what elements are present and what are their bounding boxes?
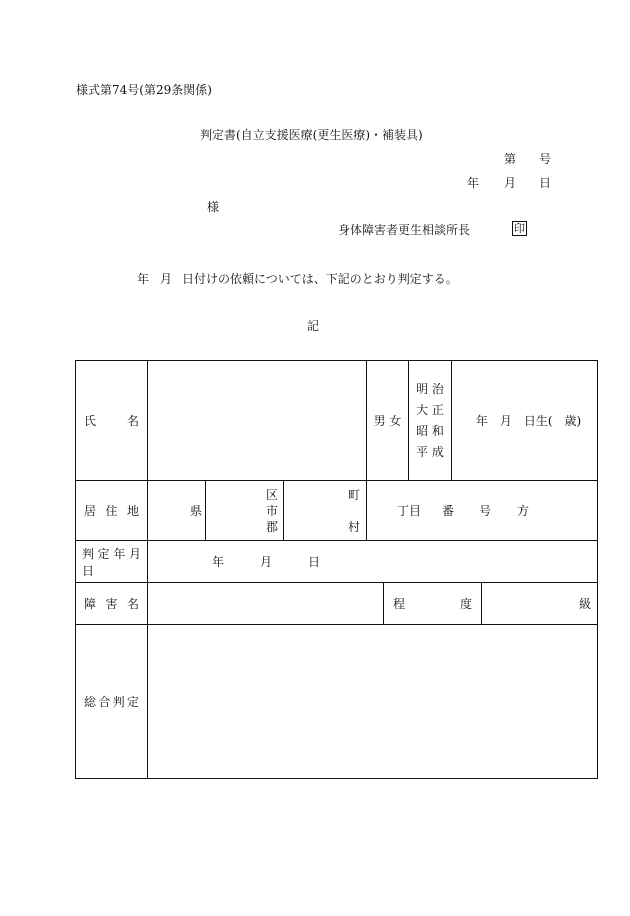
judgment-date-row [76, 541, 598, 583]
era-options[interactable] [409, 361, 452, 481]
ku-label: 区 [266, 488, 279, 502]
number-dai: 第 [504, 152, 517, 166]
intro-month: 月 [160, 272, 173, 286]
date-year: 年 [467, 176, 480, 190]
date-month: 月 [504, 176, 517, 190]
sex-options[interactable]: 男 女 [367, 361, 409, 481]
judgment-table [75, 360, 598, 779]
go-label: 号 [479, 504, 492, 518]
chome-label: 丁目 [397, 504, 422, 518]
date-day: 日 [539, 176, 552, 190]
address-row [76, 481, 598, 541]
disability-row [76, 583, 598, 625]
judgment-date-label: 判定年月日 [76, 541, 148, 583]
gun-label: 郡 [266, 520, 279, 534]
prefecture-field[interactable] [148, 481, 206, 541]
kata-label: 方 [517, 504, 530, 518]
overall-judgment-field[interactable] [148, 625, 598, 779]
ken-label: 県 [190, 504, 203, 518]
address-label: 居 住 地 [76, 481, 148, 541]
disability-field[interactable] [148, 583, 384, 625]
mura-label: 村 [348, 520, 361, 534]
judgment-day: 日 [308, 555, 321, 569]
street-field[interactable] [367, 481, 598, 541]
overall-judgment-label: 総合判定 [76, 625, 148, 779]
name-row [76, 361, 598, 481]
overall-row [76, 625, 598, 779]
ban-label: 番 [442, 504, 455, 518]
form-id: 様式第74号(第29条関係) [76, 83, 212, 97]
number-go: 号 [539, 152, 552, 166]
era-showa: 昭 和 [416, 423, 444, 438]
shi-label: 市 [266, 504, 279, 518]
document-title: 判定書(自立支援医療(更生医療)・補装具) [200, 128, 423, 142]
intro-year: 年 [137, 272, 150, 286]
intro-text: 日付けの依頼については、下記のとおり判定する。 [182, 272, 458, 286]
era-heisei: 平 成 [416, 444, 444, 459]
judgment-year: 年 [212, 555, 225, 569]
seal-stamp: 印 [514, 222, 525, 235]
issuer: 身体障害者更生相談所長 [338, 223, 471, 237]
grade-field[interactable]: 級 [482, 583, 598, 625]
city-field[interactable] [206, 481, 284, 541]
addressee-suffix: 様 [207, 200, 220, 214]
ki-heading: 記 [307, 319, 320, 333]
judgment-month: 月 [260, 555, 273, 569]
era-taisho: 大 正 [416, 402, 444, 417]
disability-label: 障 害 名 [76, 583, 148, 625]
degree-label: 程 度 [384, 583, 482, 625]
name-label: 氏 名 [76, 361, 148, 481]
machi-label: 町 [348, 488, 361, 502]
judgment-date-field[interactable] [148, 541, 598, 583]
era-meiji: 明 治 [416, 381, 444, 396]
name-field[interactable] [148, 361, 367, 481]
town-field[interactable] [284, 481, 367, 541]
birth-date-field[interactable]: 年 月 日生( 歳) [452, 361, 598, 481]
